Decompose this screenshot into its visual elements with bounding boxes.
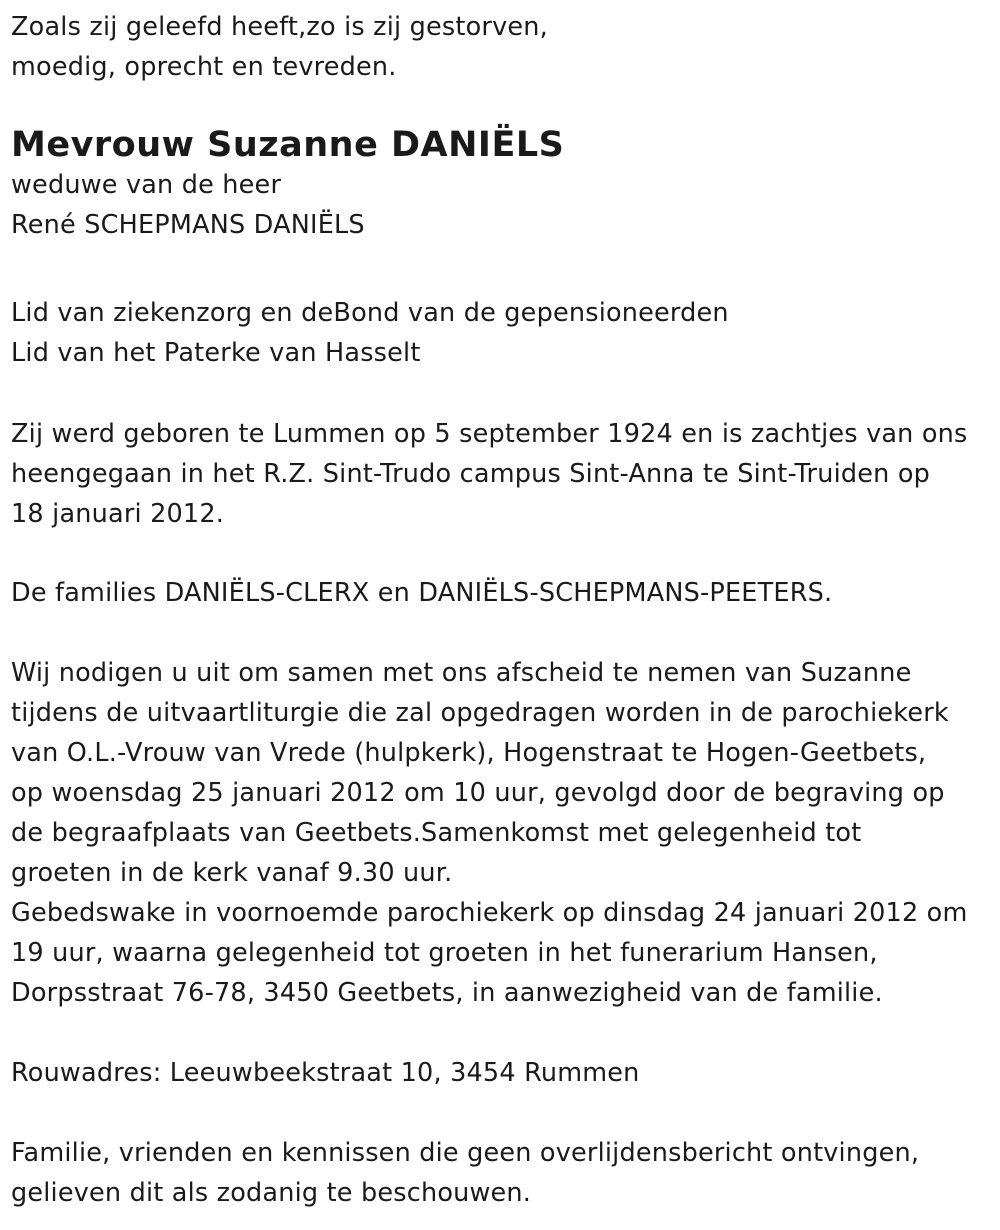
families-line-1: De families DANIËLS-CLERX en DANIËLS-SCHEPMANS-PEETERS. (11, 578, 833, 608)
birth-death-line-2: heengegaan in het R.Z. Sint-Trudo campus Sint-Anna te Sint-Truiden op (11, 459, 931, 489)
invitation-line-3: van O.L.-Vrouw van Vrede (hulpkerk), Hogenstraat te Hogen-Geetbets, (11, 738, 927, 768)
deceased-name: Mevrouw Suzanne DANIËLS (11, 125, 565, 165)
invitation-line-4: op woensdag 25 januari 2012 om 10 uur, gevolgd door de begraving op (11, 778, 945, 808)
deceased-block (11, 125, 564, 245)
motto (11, 7, 548, 87)
relation-line-1: weduwe van de heer (11, 170, 282, 200)
invitation-line-8: 19 uur, waarna gelegenheid tot groeten in het funerarium Hansen, (11, 938, 878, 968)
invitation-line-9: Dorpsstraat 76-78, 3450 Geetbets, in aanwezigheid van de familie. (11, 978, 883, 1008)
invitation-line-7: Gebedswake in voornoemde parochiekerk op dinsdag 24 januari 2012 om (11, 898, 968, 928)
closing-line-1: Familie, vrienden en kennissen die geen overlijdensbericht ontvingen, (11, 1138, 920, 1168)
invitation-paragraph (11, 653, 968, 1013)
invitation-line-1: Wij nodigen u uit om samen met ons afscheid te nemen van Suzanne (11, 658, 912, 688)
address-paragraph (11, 1053, 640, 1093)
closing-paragraph (11, 1133, 919, 1213)
invitation-line-5: de begraafplaats van Geetbets.Samenkomst met gelegenheid tot (11, 818, 862, 848)
birth-death-line-3: 18 januari 2012. (11, 499, 225, 529)
memberships (11, 293, 729, 373)
birth-death-paragraph (11, 414, 968, 534)
relation-line-2: René SCHEPMANS DANIËLS (11, 210, 365, 240)
invitation-line-2: tijdens de uitvaartliturgie die zal opgedragen worden in de parochiekerk (11, 698, 949, 728)
address-line-1: Rouwadres: Leeuwbeekstraat 10, 3454 Rummen (11, 1058, 640, 1088)
membership-line-1: Lid van ziekenzorg en deBond van de gepensioneerden (11, 298, 729, 328)
motto-line-1: Zoals zij geleefd heeft,zo is zij gestorven, (11, 12, 548, 42)
invitation-line-6: groeten in de kerk vanaf 9.30 uur. (11, 858, 453, 888)
membership-line-2: Lid van het Paterke van Hasselt (11, 338, 421, 368)
families-paragraph (11, 573, 832, 613)
closing-line-2: gelieven dit als zodanig te beschouwen. (11, 1178, 532, 1208)
motto-line-2: moedig, oprecht en tevreden. (11, 52, 397, 82)
birth-death-line-1: Zij werd geboren te Lummen op 5 september 1924 en is zachtjes van ons (11, 419, 968, 449)
